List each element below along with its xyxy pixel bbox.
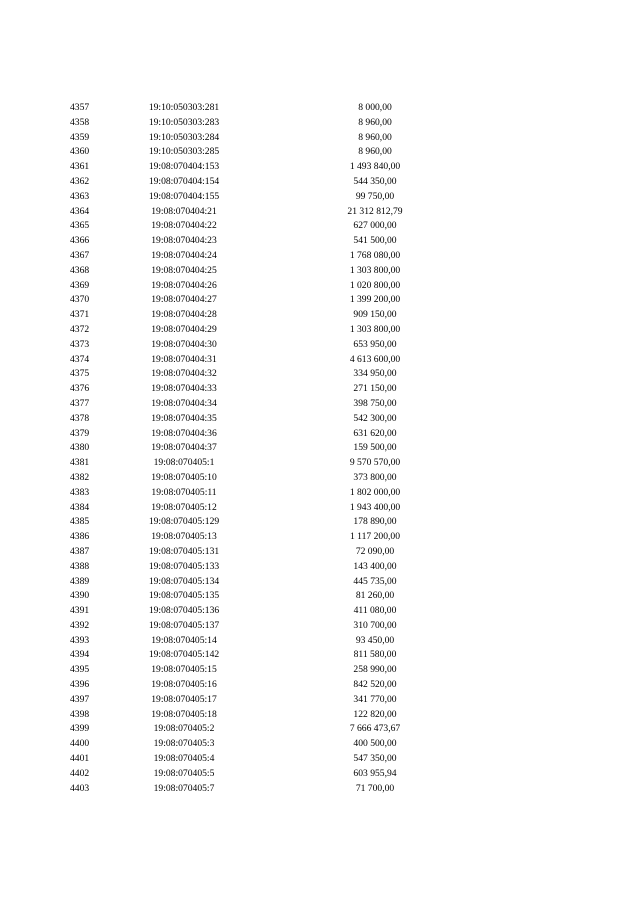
- table-row: [0, 219, 640, 234]
- row-number: 4389: [70, 575, 90, 587]
- table-row: [0, 501, 640, 516]
- cadastral-number: 19:08:070404:30: [151, 338, 217, 350]
- table-row: [0, 338, 640, 353]
- row-number: 4376: [70, 383, 90, 395]
- row-number: 4402: [70, 767, 90, 779]
- cadastral-number: 19:08:070404:21: [151, 205, 217, 217]
- cadastral-number: 19:08:070404:29: [151, 323, 217, 335]
- table-row: [0, 456, 640, 471]
- row-number: 4359: [70, 131, 90, 143]
- row-number: 4398: [70, 708, 90, 720]
- table-row: [0, 575, 640, 590]
- table-row: [0, 619, 640, 634]
- cadastral-value: 842 520,00: [353, 679, 397, 691]
- cadastral-number: 19:08:070404:27: [151, 294, 217, 306]
- row-number: 4364: [70, 205, 90, 217]
- table-row: [0, 131, 640, 146]
- row-number: 4397: [70, 693, 90, 705]
- cadastral-value: 21 312 812,79: [347, 205, 403, 217]
- row-number: 4399: [70, 723, 90, 735]
- table-row: [0, 693, 640, 708]
- cadastral-number: 19:08:070405:137: [148, 619, 220, 631]
- row-number: 4386: [70, 531, 90, 543]
- cadastral-number: 19:10:050303:283: [148, 116, 220, 128]
- cadastral-number: 19:08:070404:155: [148, 190, 220, 202]
- cadastral-number: 19:08:070404:31: [151, 353, 217, 365]
- cadastral-number: 19:10:050303:284: [148, 131, 220, 143]
- row-number: 4380: [70, 442, 90, 454]
- row-number: 4394: [70, 649, 90, 661]
- table-row: [0, 205, 640, 220]
- row-number: 4387: [70, 545, 90, 557]
- row-number: 4379: [70, 427, 90, 439]
- cadastral-value: 627 000,00: [353, 220, 397, 232]
- row-number: 4396: [70, 679, 90, 691]
- table-row: [0, 293, 640, 308]
- row-number: 4371: [70, 309, 90, 321]
- table-row: [0, 441, 640, 456]
- table-row: [0, 648, 640, 663]
- cadastral-value: 258 990,00: [353, 664, 397, 676]
- cadastral-value: 8 960,00: [358, 116, 392, 128]
- data-table: [0, 101, 640, 796]
- cadastral-value: 1 117 200,00: [349, 531, 400, 543]
- cadastral-number: 19:08:070405:134: [148, 575, 220, 587]
- cadastral-number: 19:08:070405:1: [153, 457, 215, 469]
- cadastral-value: 143 400,00: [353, 560, 397, 572]
- cadastral-number: 19:08:070404:22: [151, 220, 217, 232]
- cadastral-value: 4 613 600,00: [349, 353, 401, 365]
- row-number: 4367: [70, 249, 90, 261]
- cadastral-number: 19:08:070405:10: [151, 471, 217, 483]
- table-row: [0, 382, 640, 397]
- cadastral-number: 19:08:070405:131: [148, 545, 220, 557]
- table-row: [0, 308, 640, 323]
- cadastral-number: 19:08:070404:33: [151, 383, 217, 395]
- cadastral-number: 19:08:070404:25: [151, 264, 217, 276]
- table-row: [0, 782, 640, 797]
- cadastral-value: 93 450,00: [355, 634, 395, 646]
- cadastral-value: 411 080,00: [353, 605, 397, 617]
- cadastral-value: 541 500,00: [353, 235, 397, 247]
- row-number: 4403: [70, 782, 90, 794]
- cadastral-value: 1 768 080,00: [349, 249, 401, 261]
- cadastral-number: 19:08:070405:142: [148, 649, 220, 661]
- cadastral-value: 400 500,00: [353, 738, 397, 750]
- row-number: 4375: [70, 368, 90, 380]
- table-row: [0, 160, 640, 175]
- row-number: 4381: [70, 457, 90, 469]
- row-number: 4363: [70, 190, 90, 202]
- table-row: [0, 634, 640, 649]
- row-number: 4392: [70, 619, 90, 631]
- cadastral-number: 19:08:070405:17: [151, 693, 217, 705]
- table-row: [0, 515, 640, 530]
- table-row: [0, 752, 640, 767]
- row-number: 4388: [70, 560, 90, 572]
- table-row: [0, 486, 640, 501]
- cadastral-value: 72 090,00: [355, 545, 395, 557]
- cadastral-value: 542 300,00: [353, 412, 397, 424]
- cadastral-number: 19:08:070405:136: [148, 605, 220, 617]
- cadastral-number: 19:08:070405:18: [151, 708, 217, 720]
- cadastral-number: 19:08:070404:26: [151, 279, 217, 291]
- table-row: [0, 589, 640, 604]
- cadastral-number: 19:10:050303:281: [148, 102, 220, 113]
- table-row: [0, 427, 640, 442]
- table-row: [0, 101, 640, 116]
- row-number: 4370: [70, 294, 90, 306]
- table-row: [0, 367, 640, 382]
- cadastral-value: 544 350,00: [353, 175, 397, 187]
- row-number: 4365: [70, 220, 90, 232]
- cadastral-value: 1 943 400,00: [349, 501, 401, 513]
- row-number: 4373: [70, 338, 90, 350]
- row-number: 4368: [70, 264, 90, 276]
- cadastral-value: 178 890,00: [353, 516, 397, 528]
- cadastral-number: 19:08:070405:2: [153, 723, 215, 735]
- cadastral-number: 19:08:070405:16: [151, 679, 217, 691]
- row-number: 4360: [70, 146, 90, 158]
- row-number: 4390: [70, 590, 90, 602]
- table-row: [0, 264, 640, 279]
- cadastral-value: 909 150,00: [353, 309, 397, 321]
- row-number: 4374: [70, 353, 90, 365]
- table-row: [0, 722, 640, 737]
- table-row: [0, 471, 640, 486]
- cadastral-number: 19:08:070404:23: [151, 235, 217, 247]
- row-number: 4361: [70, 161, 90, 173]
- row-number: 4378: [70, 412, 90, 424]
- row-number: 4362: [70, 175, 90, 187]
- row-number: 4395: [70, 664, 90, 676]
- cadastral-value: 547 350,00: [353, 753, 397, 765]
- cadastral-number: 19:08:070405:129: [148, 516, 220, 528]
- cadastral-number: 19:08:070404:36: [151, 427, 217, 439]
- cadastral-value: 1 493 840,00: [349, 161, 401, 173]
- cadastral-value: 334 950,00: [353, 368, 397, 380]
- table-row: [0, 190, 640, 205]
- table-row: [0, 678, 640, 693]
- cadastral-value: 1 802 000,00: [349, 486, 401, 498]
- cadastral-value: 603 955,94: [353, 767, 397, 779]
- cadastral-number: 19:08:070404:24: [151, 249, 217, 261]
- cadastral-value: 71 700,00: [355, 782, 395, 794]
- cadastral-value: 271 150,00: [353, 383, 397, 395]
- row-number: 4391: [70, 605, 90, 617]
- table-row: [0, 530, 640, 545]
- table-row: [0, 604, 640, 619]
- cadastral-number: 19:08:070405:11: [151, 486, 217, 498]
- cadastral-value: 8 960,00: [358, 146, 392, 158]
- table-row: [0, 249, 640, 264]
- table-row: [0, 279, 640, 294]
- cadastral-number: 19:08:070405:3: [153, 738, 215, 750]
- cadastral-number: 19:08:070404:34: [151, 397, 217, 409]
- table-row: [0, 767, 640, 782]
- table-row: [0, 175, 640, 190]
- table-row: [0, 737, 640, 752]
- cadastral-number: 19:08:070405:133: [148, 560, 220, 572]
- cadastral-value: 811 580,00: [353, 649, 397, 661]
- cadastral-number: 19:08:070405:14: [151, 634, 217, 646]
- table-row: [0, 560, 640, 575]
- table-row: [0, 412, 640, 427]
- table-row: [0, 116, 640, 131]
- cadastral-value: 99 750,00: [355, 190, 395, 202]
- row-number: 4400: [70, 738, 90, 750]
- cadastral-value: 7 666 473,67: [349, 723, 401, 735]
- row-number: 4384: [70, 501, 90, 513]
- cadastral-number: 19:08:070404:32: [151, 368, 217, 380]
- cadastral-value: 653 950,00: [353, 338, 397, 350]
- cadastral-value: 159 500,00: [353, 442, 397, 454]
- table-row: [0, 708, 640, 723]
- cadastral-number: 19:08:070404:35: [151, 412, 217, 424]
- table-row: [0, 353, 640, 368]
- table-row: [0, 323, 640, 338]
- cadastral-value: 8 960,00: [358, 131, 392, 143]
- cadastral-number: 19:08:070404:28: [151, 309, 217, 321]
- row-number: 4358: [70, 116, 90, 128]
- cadastral-value: 122 820,00: [353, 708, 397, 720]
- cadastral-value: 631 620,00: [353, 427, 397, 439]
- row-number: 4385: [70, 516, 90, 528]
- cadastral-value: 8 000,00: [358, 102, 392, 113]
- cadastral-value: 398 750,00: [353, 397, 397, 409]
- cadastral-number: 19:08:070405:15: [151, 664, 217, 676]
- cadastral-value: 373 800,00: [353, 471, 397, 483]
- row-number: 4382: [70, 471, 90, 483]
- cadastral-number: 19:08:070405:135: [148, 590, 220, 602]
- cadastral-value: 1 020 800,00: [349, 279, 401, 291]
- table-row: [0, 545, 640, 560]
- cadastral-number: 19:08:070405:13: [151, 531, 217, 543]
- cadastral-number: 19:08:070405:4: [153, 753, 215, 765]
- cadastral-value: 9 570 570,00: [349, 457, 401, 469]
- cadastral-value: 1 303 800,00: [349, 264, 401, 276]
- row-number: 4401: [70, 753, 90, 765]
- row-number: 4383: [70, 486, 90, 498]
- cadastral-number: 19:10:050303:285: [148, 146, 220, 158]
- cadastral-value: 310 700,00: [353, 619, 397, 631]
- table-row: [0, 663, 640, 678]
- cadastral-number: 19:08:070405:12: [151, 501, 217, 513]
- row-number: 4377: [70, 397, 90, 409]
- row-number: 4366: [70, 235, 90, 247]
- cadastral-number: 19:08:070404:37: [151, 442, 217, 454]
- row-number: 4393: [70, 634, 90, 646]
- cadastral-value: 445 735,00: [353, 575, 397, 587]
- table-row: [0, 397, 640, 412]
- cadastral-number: 19:08:070404:154: [148, 175, 220, 187]
- cadastral-number: 19:08:070405:7: [153, 782, 215, 794]
- row-number: 4369: [70, 279, 90, 291]
- table-row: [0, 234, 640, 249]
- row-number: 4372: [70, 323, 90, 335]
- cadastral-value: 1 303 800,00: [349, 323, 401, 335]
- cadastral-value: 341 770,00: [353, 693, 397, 705]
- table-row: [0, 145, 640, 160]
- cadastral-value: 1 399 200,00: [349, 294, 401, 306]
- cadastral-number: 19:08:070404:153: [148, 161, 220, 173]
- cadastral-number: 19:08:070405:5: [153, 767, 215, 779]
- cadastral-value: 81 260,00: [355, 590, 395, 602]
- row-number: 4357: [70, 102, 90, 113]
